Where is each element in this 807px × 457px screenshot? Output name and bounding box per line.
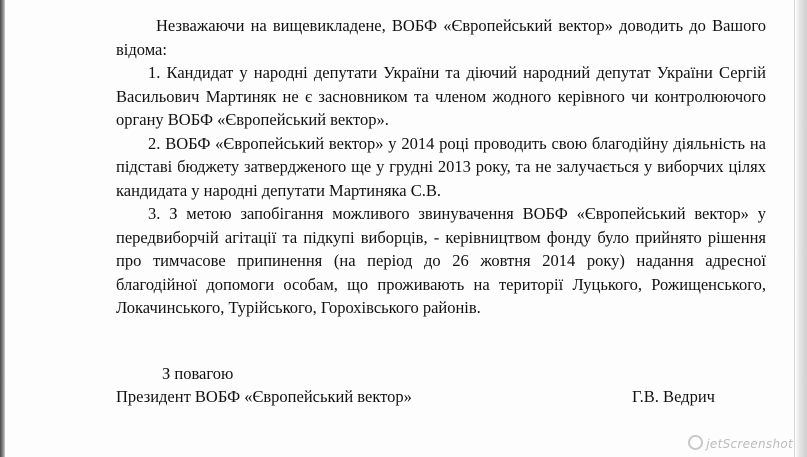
signer-title: Президент ВОБФ «Європейський вектор» bbox=[116, 387, 412, 406]
watermark-text: jetScreenshot bbox=[706, 437, 793, 451]
letter-closing: З повагою bbox=[162, 364, 234, 383]
letter-intro: Незважаючи на вищевикладене, ВОБФ «Європейський вектор» доводить до Вашого відома: bbox=[116, 16, 766, 59]
page-left-edge bbox=[0, 0, 5, 457]
watermark-logo-icon bbox=[688, 435, 703, 450]
letter-item-2: 2. ВОБФ «Європейський вектор» у 2014 році проводить свою благодійну діяльність на підставі бюджету затвердженого ще у грудні 2013 року, та не залучається у виборчих цілях кандидата у народні депутати Мартиняка С.В. bbox=[116, 133, 766, 200]
letter-body bbox=[116, 14, 766, 320]
letter-item-3: 3. З метою запобігання можливого звинувачення ВОБФ «Європейський вектор» у передвиборчій агітації та підкупі виборців, - керівництвом фонду було прийнято рішення про тимчасове припинення (на період до 26 жовтня 2014 року) надання адресної благодійної допомоги особам, що проживають на території Луцького, Рожищенського, Локачинського, Турійського, Горохівського районів. bbox=[116, 204, 766, 317]
page-right-edge bbox=[794, 0, 807, 457]
watermark bbox=[688, 435, 793, 451]
letter-item-1: 1. Кандидат у народні депутати України та діючий народний депутат України Сергій Васильович Мартиняк не є засновником та членом жодного керівного чи контролюючого органу ВОБФ «Європейський вектор». bbox=[116, 63, 766, 129]
signer-name: Г.В. Ведрич bbox=[632, 387, 715, 406]
